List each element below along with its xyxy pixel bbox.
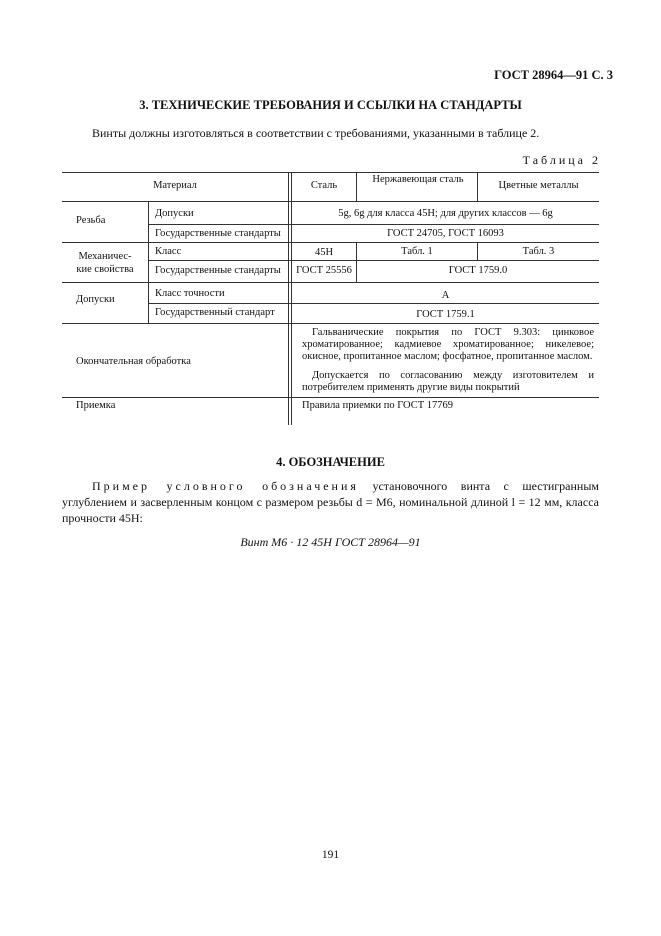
table-rule <box>148 260 599 261</box>
example-lead: Пример условного обозначения <box>92 479 359 493</box>
table-rule <box>148 201 149 323</box>
example-rest: установочного винта с шестигранным углублением и засверленным концом с размером резьбы d = М6, номинальной длиной l = 12 мм, класса прочности 45Н: <box>62 479 599 525</box>
table-rule <box>62 397 599 398</box>
page-number: 191 <box>321 849 340 861</box>
thread-standards-value: ГОСТ 24705, ГОСТ 16093 <box>387 228 504 239</box>
table-rule <box>62 242 599 243</box>
mechanical-class-label: Класс <box>155 246 182 257</box>
section-4-title: 4. ОБОЗНАЧЕНИЕ <box>276 455 385 469</box>
thread-tolerances-label: Допуски <box>155 208 194 219</box>
finishing-text-1: Гальванические покрытия по ГОСТ 9.303: цинковое хроматированное; кадмиевое хроматированное; никелевое; окисное, пропитанное маслом; фосфатное, пропитанное маслом. <box>302 327 594 362</box>
table-rule <box>148 303 599 304</box>
header-steel: Сталь <box>310 180 338 191</box>
row-label-mechanical-2: кие свойства <box>76 264 134 275</box>
table-rule <box>62 201 599 202</box>
tolerances-accuracy-value: A <box>441 290 450 301</box>
row-label-mechanical-1: Механичес- <box>78 251 132 262</box>
tolerances-accuracy-label: Класс точности <box>155 288 225 299</box>
table-rule <box>62 282 599 283</box>
document-header: ГОСТ 28964—91 С. 3 <box>494 68 613 82</box>
row-label-thread: Резьба <box>76 215 106 226</box>
table-caption: Таблица 2 <box>522 153 601 167</box>
mechanical-standards-steel: ГОСТ 25556 <box>296 265 352 276</box>
table-rule <box>356 172 357 201</box>
mechanical-class-nonferrous: Табл. 3 <box>522 246 555 257</box>
finishing-text-2: Допускается по согласованию между изготовителем и потребителем применять другие виды покрытий <box>302 370 594 393</box>
table-rule <box>288 172 289 425</box>
tolerances-standard-label: Государственный стандарт <box>155 307 275 318</box>
tolerances-standard-value: ГОСТ 1759.1 <box>416 309 475 320</box>
designation-example: Винт М6 · 12 45Н ГОСТ 28964—91 <box>240 535 421 549</box>
header-nonferrous: Цветные металлы <box>498 180 579 191</box>
section-3-intro: Винты должны изготовляться в соответствии с требованиями, указанными в таблице 2. <box>92 126 540 140</box>
acceptance-value: Правила приемки по ГОСТ 17769 <box>302 400 454 411</box>
row-label-acceptance: Приемка <box>76 400 116 411</box>
section-4-paragraph <box>62 478 599 526</box>
thread-standards-label: Государственные стандарты <box>155 228 281 239</box>
header-stainless: Нержавеющая сталь <box>372 174 464 185</box>
mechanical-standards-other: ГОСТ 1759.0 <box>448 265 508 276</box>
section-3-title: 3. ТЕХНИЧЕСКИЕ ТРЕБОВАНИЯ И ССЫЛКИ НА СТАНДАРТЫ <box>139 98 522 112</box>
table-rule <box>62 323 599 324</box>
table-rule <box>148 224 599 225</box>
header-material: Материал <box>153 180 197 191</box>
table-rule <box>62 172 599 173</box>
row-label-finishing: Окончательная обработка <box>76 356 191 367</box>
mechanical-class-stainless: Табл. 1 <box>401 246 433 257</box>
row-label-tolerances: Допуски <box>76 294 115 305</box>
mechanical-class-steel: 45Н <box>314 247 334 258</box>
thread-tolerances-value: 5g, 6g для класса 45Н; для других классов — 6g <box>338 208 553 219</box>
mechanical-standards-label: Государственные стандарты <box>155 265 281 276</box>
